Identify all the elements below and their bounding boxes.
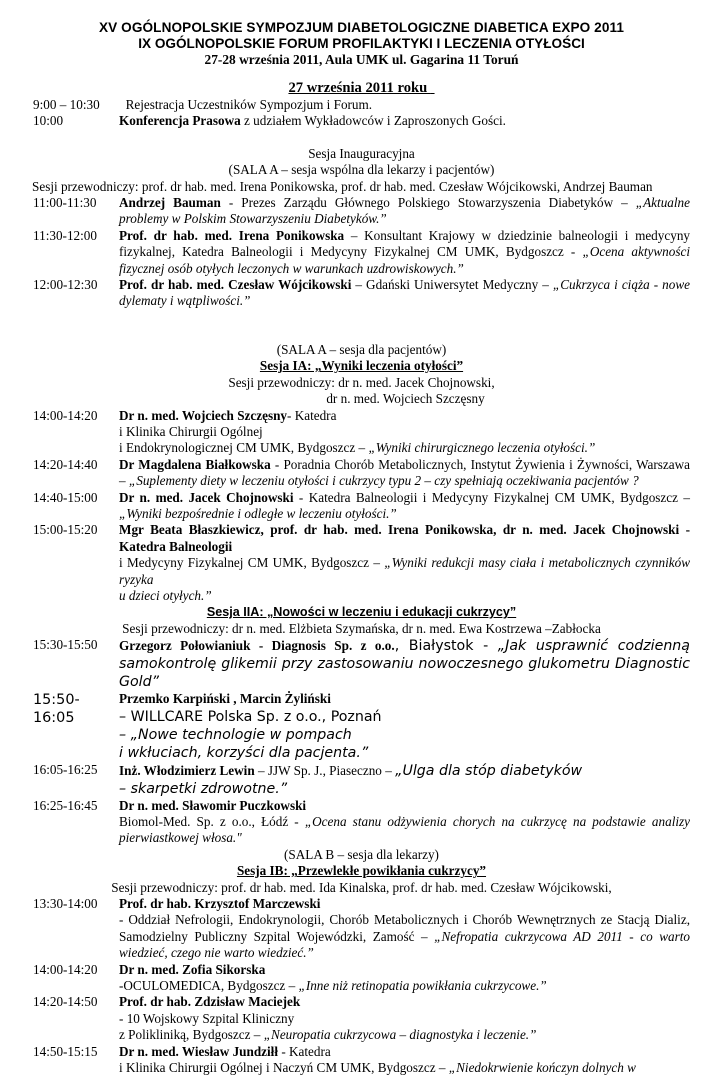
document-subtitle: IX OGÓLNOPOLSKIE FORUM PROFILAKTYKI I LECZENIA OTYŁOŚCI [138, 36, 585, 51]
session-room: (SALA B – sesja dla lekarzy) [284, 846, 439, 862]
session-title: Sesja IIA: „Nowości w leczeniu i edukacji cukrzycy” [206, 605, 517, 620]
talk-topic-cont: u dzieci otyłych.” [119, 587, 212, 603]
agenda-bold: Konferencja Prasowa [119, 113, 241, 129]
agenda-text [119, 762, 690, 798]
schedule-row [33, 691, 690, 761]
schedule-row [33, 762, 690, 798]
agenda-text [119, 1044, 690, 1077]
session-room: (SALA A – sesja dla pacjentów) [276, 341, 447, 357]
agenda-text [119, 994, 690, 1043]
affiliation: , Białystok - [394, 638, 498, 655]
speaker: Andrzej Bauman [119, 195, 221, 211]
talk-topic: „Wyniki bezpośrednie i odległe w leczeniu otyłości.” [119, 505, 397, 521]
schedule-row [33, 228, 690, 277]
talk-topic: „Inne niż retinopatia powikłania cukrzycowe.” [298, 978, 547, 994]
time-slot: 14:00-14:20 [33, 407, 98, 423]
time-slot: 16:05-16:25 [33, 761, 98, 777]
session-chairs: Sesji przewodniczy: dr n. med. Jacek Chojnowski, [228, 374, 495, 390]
agenda-text [119, 637, 690, 691]
speaker: Dr n. med. Wiesław Jundziłł [119, 1043, 279, 1059]
speaker: Grzegorz Połowianiuk - Diagnosis Sp. z o.o. [119, 638, 395, 654]
talk-topic-cont: – skarpetki zdrowotne.” [119, 780, 288, 797]
speaker: Dr n. med. Wojciech Szczęsny [119, 407, 287, 423]
talk-topic: „Suplementy diety w leczeniu otyłości i cukrzycy typu 2 – czy spełniają oczekiwania pacjentów ? [128, 473, 639, 489]
time-slot: 14:40-15:00 [33, 489, 98, 505]
time-slot: 14:50-15:15 [33, 1043, 98, 1059]
talk-topic: „Wyniki chirurgicznego leczenia otyłości.” [368, 440, 596, 456]
time-slot: 14:20-14:50 [33, 994, 98, 1010]
time-slot: 15:00-15:20 [33, 522, 98, 538]
talk-topic: „Nefropatia cukrzycowa AD 2011 - co warto wiedzieć, czego nie warto wiedzieć.” [119, 928, 690, 961]
day-heading: 27 września 2011 roku [288, 80, 431, 96]
agenda-text [119, 962, 690, 995]
schedule-row [33, 113, 690, 129]
schedule-row [33, 97, 690, 113]
session-title: Sesja IB: „Przewlekłe powikłania cukrzycy” [236, 863, 487, 879]
session-chairs: Sesji przewodniczy: dr n. med. Elżbieta Szymańska, dr n. med. Ewa Kostrzewa –Zabłocka [122, 620, 601, 636]
affiliation: - Katedra Balneologii [119, 522, 690, 554]
agenda-text [119, 490, 690, 523]
speaker: Prof. dr hab. Krzysztof Marczewski [119, 896, 321, 912]
schedule-row [33, 522, 690, 604]
time-slot: 11:00-11:30 [33, 195, 97, 211]
affiliation: Biomol-Med. Sp. z o.o., Łódź - [119, 814, 305, 829]
schedule-row [33, 798, 690, 847]
affiliation: - Katedra [278, 1043, 331, 1059]
schedule-row [33, 457, 690, 490]
time-slot: 12:00-12:30 [33, 277, 98, 293]
speaker: Prof. dr hab. Zdzisław Maciejek [119, 994, 301, 1010]
agenda-text [119, 457, 690, 490]
speaker-prefix: Inż [119, 762, 138, 778]
talk-topic: „Aktualne problemy w Polskim Stowarzyszeniu Diabetyków.” [119, 195, 691, 227]
schedule-row [33, 1044, 690, 1077]
time-slot: 15:30-15:50 [33, 637, 98, 653]
talk-topic: „Wyniki redukcji masy ciała i metabolicznych czynników ryzyka [119, 555, 690, 587]
time-slot: 10:00 [33, 113, 64, 129]
document-title: XV OGÓLNOPOLSKIE SYMPOZJUM DIABETOLOGICZNE DIABETICA EXPO 2011 [98, 20, 625, 35]
time-slot: 9:00 – 10:30 [33, 97, 100, 112]
agenda-text: Rejestracja Uczestników Sympozjum i Forum. [119, 97, 373, 112]
speaker: Przemko Karpiński , Marcin Żyliński [119, 691, 331, 707]
schedule-row [33, 896, 690, 962]
session-chairs: Sesji przewodniczy: prof. dr hab. med. Irena Ponikowska, prof. dr hab. med. Czesław Wójcikowski, Andrzej Bauman [32, 178, 653, 194]
affiliation: – Gdański Uniwersytet Medyczny – [351, 277, 553, 293]
affiliation-cont: i Klinika Chirurgii Ogólnej i Naczyń CM UMK, Bydgoszcz – [119, 1060, 449, 1076]
affiliation: - Katedra [287, 407, 337, 423]
affiliation-cont: i Endokrynologicznej CM UMK, Bydgoszcz – [119, 440, 369, 456]
talk-topic: – „Nowe technologie w pompach [119, 726, 352, 743]
session-title: Sesja IA: „Wyniki leczenia otyłości” [259, 358, 464, 374]
event-date-venue: 27-28 września 2011, Aula UMK ul. Gagarina 11 Toruń [204, 52, 519, 67]
speaker: . Włodzimierz Lewin [137, 762, 255, 778]
schedule-row [33, 195, 690, 228]
time-slot: 14:20-14:40 [33, 456, 98, 472]
agenda-text [119, 691, 690, 761]
talk-topic: „Neuropatia cukrzycowa – diagnostyka i leczenie.” [263, 1027, 537, 1043]
time-slot: 14:00-14:20 [33, 961, 98, 977]
speaker: Prof. dr hab. med. Czesław Wójcikowski [119, 277, 352, 293]
affiliation-cont: i Klinika Chirurgii Ogólnej [119, 423, 263, 439]
agenda-text [119, 228, 690, 277]
session-room: (SALA A – sesja wspólna dla lekarzy i pacjentów) [228, 162, 495, 178]
affiliation: – Konsultant Krajowy w dziedzinie balneologii i medycyny fizykalnej, Katedra Balneologii i Medycyny Fizykalnej CM UMK, Bydgoszcz - [119, 227, 691, 260]
affiliation: - 10 Wojskowy Szpital Kliniczny [119, 1010, 295, 1026]
agenda-text [119, 277, 690, 310]
talk-topic: „Ocena stanu odżywienia chorych na cukrzycę na podstawie analizy pierwiastkowej włosa." [119, 814, 691, 846]
speaker: Mgr Beata Błaszkiewicz, prof. dr hab. med. Irena Ponikowska, dr n. med. Jacek Chojnowski [119, 522, 680, 538]
agenda-text [119, 113, 690, 129]
affiliation-cont: z Polikliniką, Bydgoszcz – [119, 1027, 264, 1043]
schedule-row [33, 490, 690, 523]
agenda-text [119, 522, 690, 604]
speaker: Dr Magdalena Białkowska [119, 456, 271, 472]
time-slot: 13:30-14:00 [33, 896, 98, 912]
agenda-text [119, 798, 690, 847]
agenda-text [119, 896, 690, 962]
session-chairs-cont: dr n. med. Wojciech Szczęsny [326, 391, 485, 407]
affiliation-cont: i Medycyny Fizykalnej CM UMK, Bydgoszcz – [119, 555, 385, 571]
session-chairs: Sesji przewodniczy: prof. dr hab. med. Ida Kinalska, prof. dr hab. med. Czesław Wójcikowski, [111, 879, 612, 895]
program-page [33, 20, 690, 1077]
affiliation: - Prezes Zarządu Głównego Polskiego Stowarzyszenia Diabetyków – [220, 195, 636, 211]
affiliation: - Poradnia Chorób Metabolicznych, Instytut Żywienia i Żywności, Warszawa – [119, 456, 690, 489]
time-slot: 15:50-16:05 [33, 692, 80, 727]
agenda-text [119, 408, 690, 457]
speaker: Dr n. med. Sławomir Puczkowski [119, 797, 307, 813]
talk-topic: „Niedokrwienie kończyn dolnych w [448, 1060, 636, 1076]
talk-topic: „Ulga dla stóp diabetyków [395, 762, 583, 779]
affiliation: – JJW Sp. J., Piaseczno – [254, 762, 396, 778]
agenda-text [119, 195, 690, 228]
schedule-row [33, 408, 690, 457]
schedule-row [33, 637, 690, 691]
talk-topic-cont: i wkłuciach, korzyści dla pacjenta.” [119, 744, 369, 761]
speaker: Dr n. med. Jacek Chojnowski [119, 489, 294, 505]
schedule-row [33, 962, 690, 995]
affiliation: – WILLCARE Polska Sp. z o.o., Poznań [119, 708, 382, 725]
agenda-rest: z udziałem Wykładowców i Zaproszonych Gości. [240, 113, 506, 129]
schedule-row [33, 277, 690, 310]
session-title: Sesja Inauguracyjna [308, 145, 415, 161]
affiliation: - Oddział Nefrologii, Endokrynologii, Chorób Metabolicznych i Chorób Wewnętrznych ze Stacją Dializ, Samodzielny Publiczny Szpital Wojewódzki, Zamość – [119, 912, 690, 944]
speaker: Dr n. med. Zofia Sikorska [119, 961, 266, 977]
talk-topic: „Ocena aktywności fizycznej osób otyłych leczonych w warunkach uzdrowiskowych.” [119, 244, 690, 276]
affiliation: - Katedra Balneologii i Medycyny Fizykalnej CM UMK, Bydgoszcz – [293, 489, 690, 505]
speaker: Prof. dr hab. med. Irena Ponikowska [119, 227, 345, 243]
time-slot: 16:25-16:45 [33, 797, 98, 813]
affiliation: -OCULOMEDICA, Bydgoszcz – [119, 978, 299, 994]
talk-topic: „Jak usprawnić codzienną samokontrolę glikemii przy zastosowaniu nowoczesnego glukometru Diagnostic Gold” [119, 638, 690, 691]
time-slot: 11:30-12:00 [33, 227, 97, 243]
schedule-row [33, 994, 690, 1043]
talk-topic: „Cukrzyca i ciąża - nowe dylematy i wątpliwości.” [119, 277, 690, 309]
